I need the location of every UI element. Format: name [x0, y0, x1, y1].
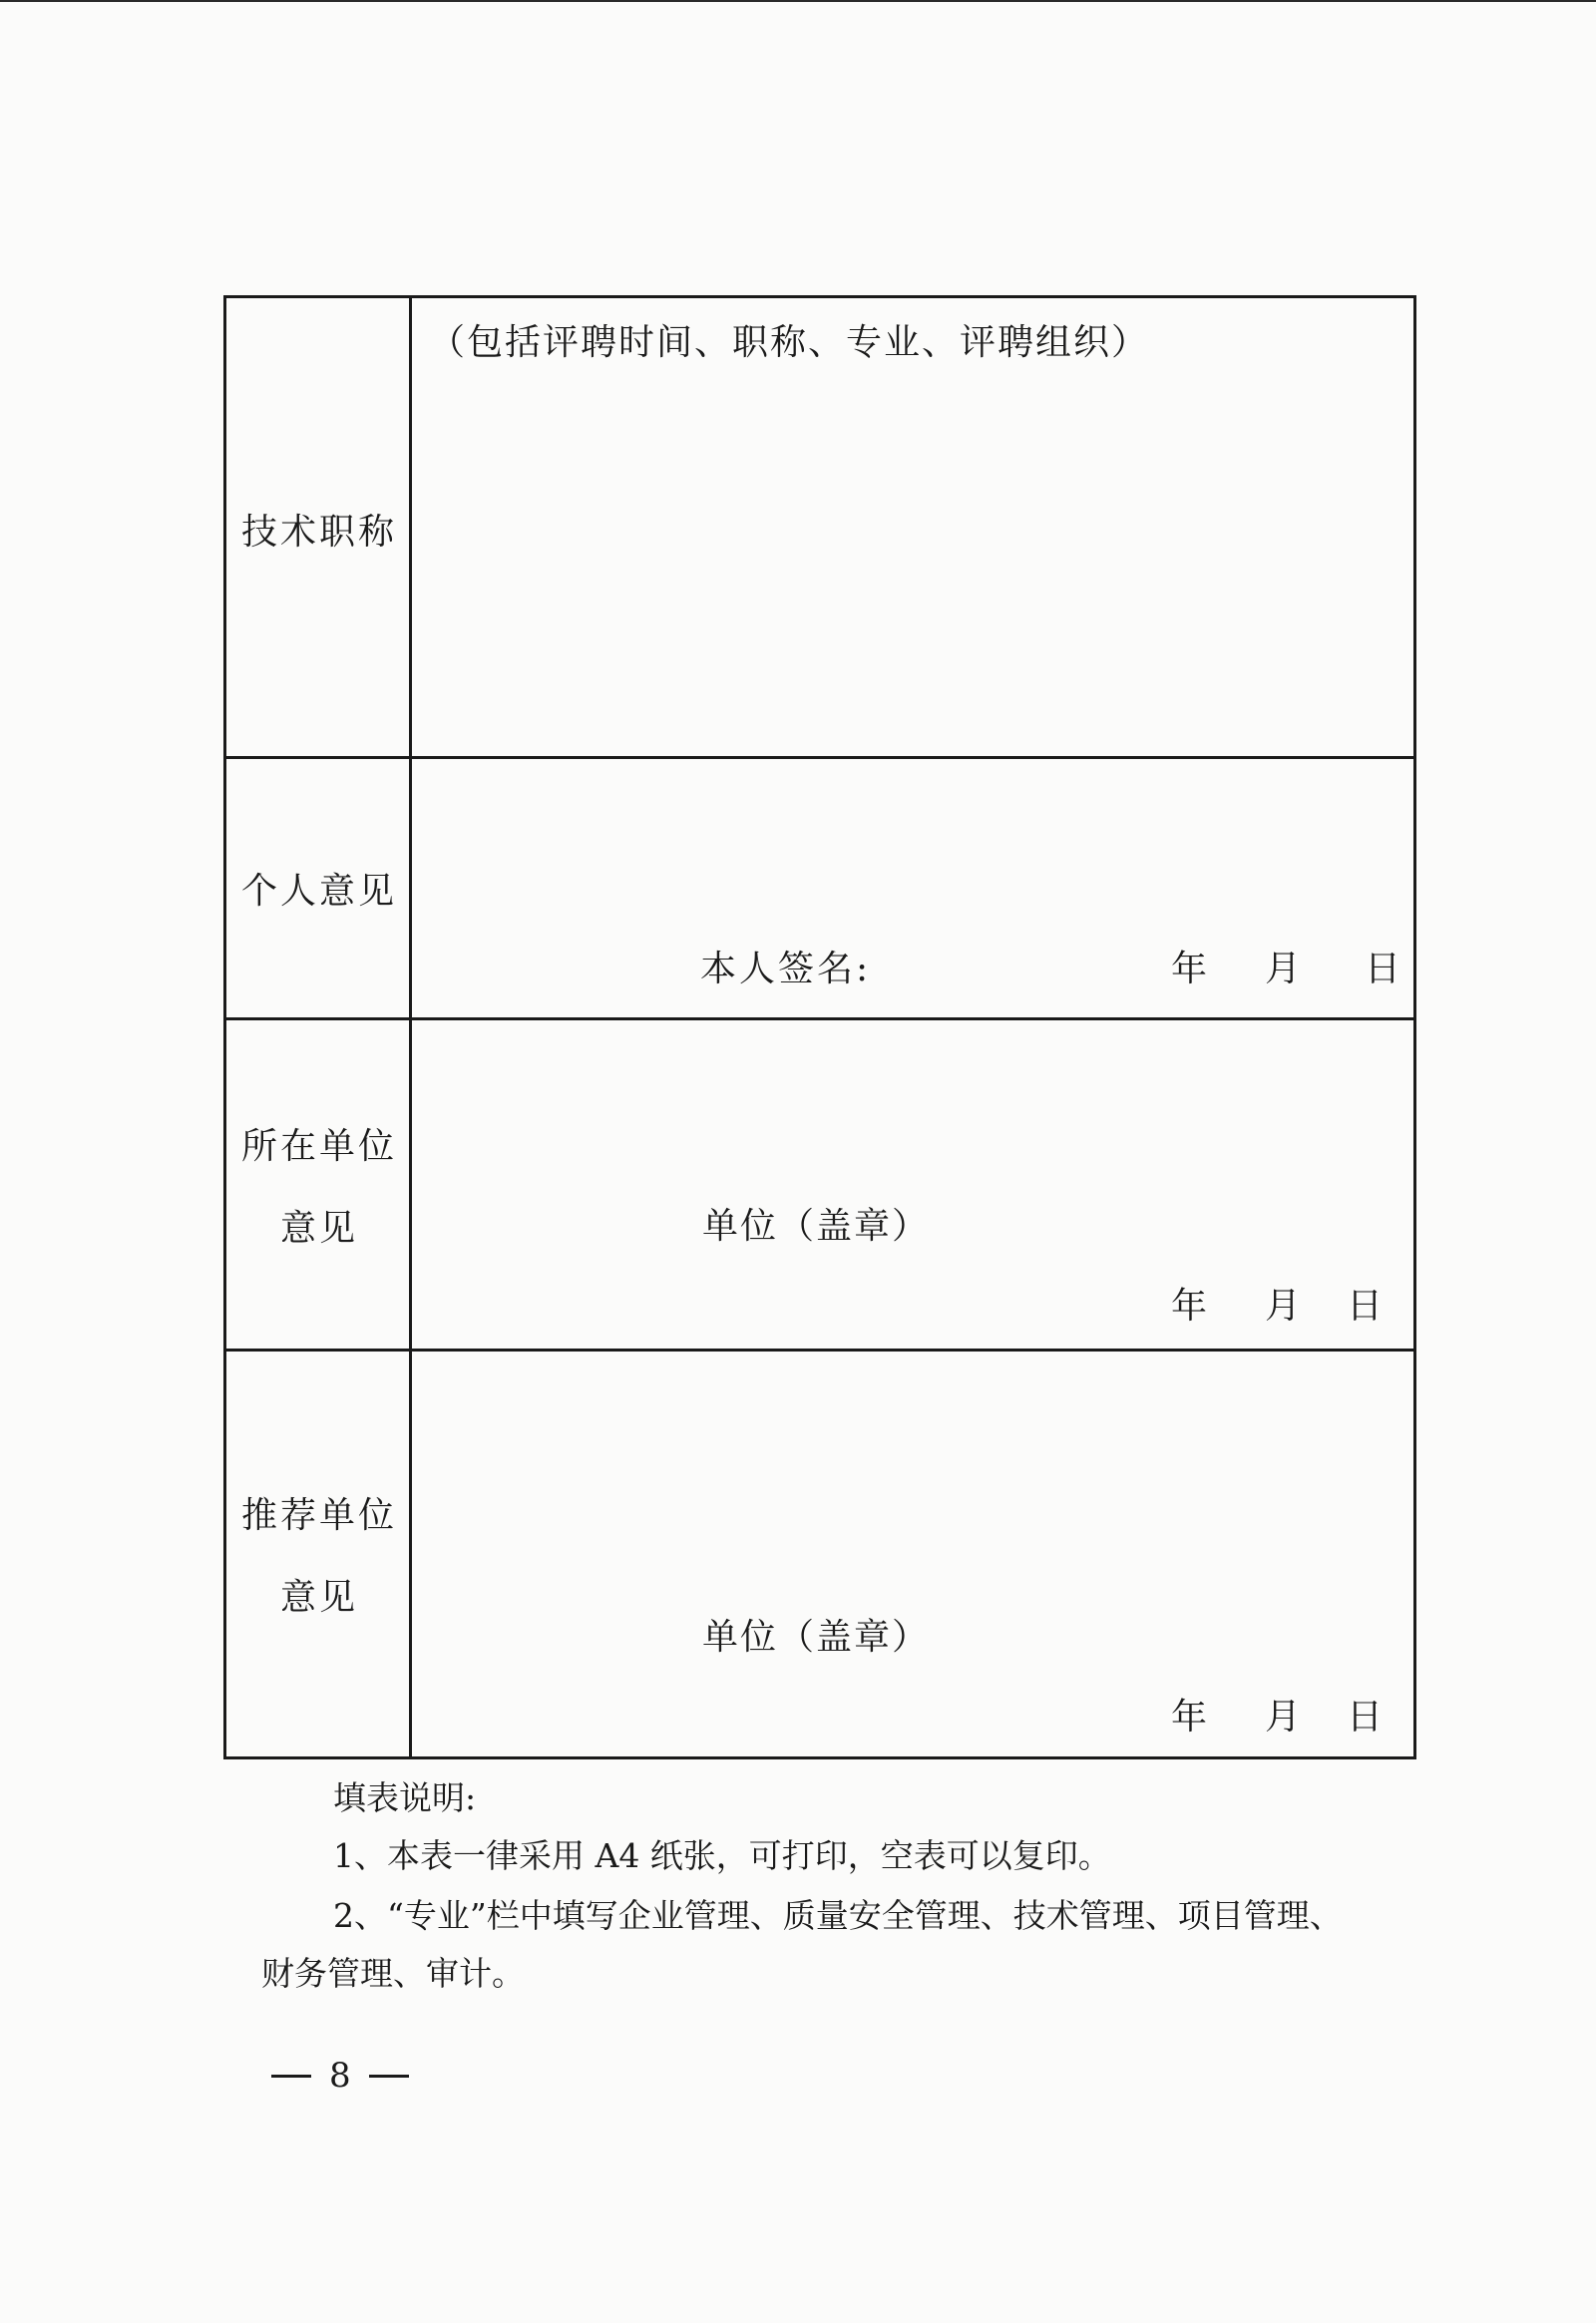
- technical-title-label: 技术职称: [240, 512, 397, 553]
- page-number-dash: [369, 2075, 409, 2078]
- signature-label: 本人签名:: [700, 949, 872, 989]
- page-number-value: 8: [329, 2056, 351, 2096]
- employer-opinion-label-line2: 意见: [279, 1208, 358, 1249]
- technical-title-hint: （包括评聘时间、职称、专业、评聘组织）: [429, 322, 1150, 363]
- instructions-heading: 填表说明:: [333, 1778, 477, 1817]
- instruction-item-2: 2、“专业”栏中填写企业管理、质量安全管理、技术管理、项目管理、: [333, 1896, 1343, 1935]
- employer-seal-label: 单位（盖章）: [702, 1206, 931, 1247]
- date-day-label: 日: [1347, 1286, 1384, 1327]
- page-top-edge: [0, 0, 1596, 2]
- page-number: [271, 2056, 409, 2096]
- date-year-label: 年: [1171, 1697, 1208, 1738]
- row-divider: [223, 1017, 1416, 1020]
- date-year-label: 年: [1171, 1286, 1208, 1327]
- date-month-label: 月: [1265, 1697, 1302, 1738]
- column-divider: [409, 295, 412, 1759]
- recommender-opinion-label: 推荐单位: [240, 1495, 397, 1536]
- page-number-dash: [271, 2075, 311, 2078]
- recommender-opinion-label-line2: 意见: [279, 1577, 358, 1618]
- recommender-seal-label: 单位（盖章）: [702, 1617, 931, 1658]
- instruction-item-1: 1、本表一律采用 A4 纸张，可打印，空表可以复印。: [333, 1836, 1111, 1875]
- date-day-label: 日: [1347, 1697, 1384, 1738]
- personal-opinion-label: 个人意见: [240, 871, 397, 912]
- employer-opinion-label: 所在单位: [240, 1126, 397, 1167]
- date-year-label: 年: [1171, 949, 1208, 989]
- date-month-label: 月: [1265, 1286, 1302, 1327]
- date-month-label: 月: [1265, 949, 1302, 989]
- instruction-item-2-continued: 财务管理、审计。: [261, 1954, 525, 1993]
- row-divider: [223, 1349, 1416, 1352]
- date-day-label: 日: [1365, 949, 1401, 989]
- row-divider: [223, 756, 1416, 759]
